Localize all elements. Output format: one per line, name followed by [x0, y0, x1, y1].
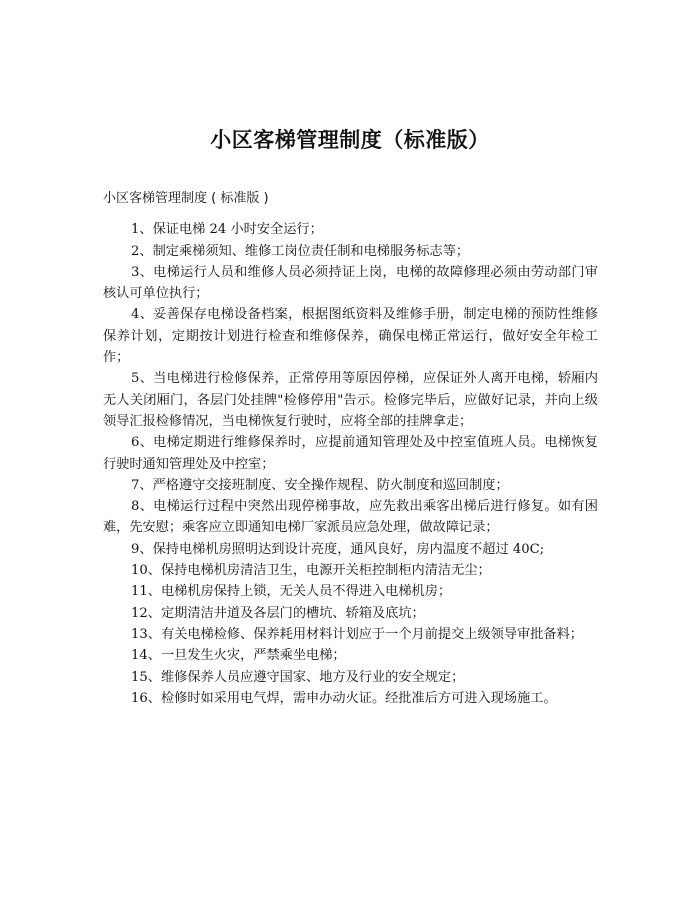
rule-item: 10、保持电梯机房清洁卫生，电源开关柜控制柜内清洁无尘；: [131, 563, 491, 579]
rule-item: 8、电梯运行过程中突然出现停梯事故，应先救出乘客出梯后进行修复。如有困难，先安慰；乘客应立即通知电梯厂家派员应急处理，做故障记录；: [103, 499, 598, 536]
document-title: 小区客梯管理制度（标准版）: [210, 128, 490, 153]
rule-item: 13、有关电梯检修、保养耗用材料计划应于一个月前提交上级领导审批备料；: [131, 626, 583, 642]
rule-item: 1、保证电梯 24 小时安全运行；: [131, 222, 323, 238]
rule-item: 9、保持电梯机房照明达到设计亮度，通风良好，房内温度不超过 40C;: [131, 541, 545, 557]
rule-item: 2、制定乘梯须知、维修工岗位责任制和电梯服务标志等；: [131, 243, 470, 259]
rule-item: 15、维修保养人员应遵守国家、地方及行业的安全规定；: [131, 669, 465, 685]
rule-item: 5、当电梯进行检修保养，正常停用等原因停梯，应保证外人离开电梯，轿厢内无人关闭厢门，各层门处挂牌"检修停用"告示。检修完毕后，应做好记录，并向上级领导汇报检修情况，当电梯恢复行驶时，应将全部的挂牌拿走；: [103, 371, 598, 429]
rule-item: 4、妥善保存电梯设备档案，根据图纸资料及维修手册，制定电梯的预防性维修保养计划，定期按计划进行检查和维修保养，确保电梯正常运行，做好安全年检工作；: [103, 307, 598, 366]
rule-item: 16、检修时如采用电气焊，需申办动火证。经批准后方可进入现场施工。: [131, 690, 557, 706]
rule-item: 7、严格遵守交接班制度、安全操作规程、防火制度和巡回制度；: [131, 477, 509, 493]
rule-item: 12、定期清洁井道及各层门的槽坑、轿箱及底坑；: [131, 605, 425, 621]
rule-item: 11、电梯机房保持上锁，无关人员不得进入电梯机房；: [131, 584, 452, 600]
document-body: [103, 188, 598, 709]
rule-item: 14、一旦发生火灾，严禁乘坐电梯；: [131, 648, 346, 664]
rule-item: 3、电梯运行人员和维修人员必须持证上岗，电梯的故障修理必须由劳动部门审核认可单位执行；: [103, 264, 598, 302]
rule-item: 6、电梯定期进行维修保养时，应提前通知管理处及中控室值班人员。电梯恢复行驶时通知管理处及中控室；: [103, 435, 598, 472]
rule-list: [103, 219, 598, 709]
document-subtitle: 小区客梯管理制度 ( 标准版 ): [103, 191, 269, 206]
